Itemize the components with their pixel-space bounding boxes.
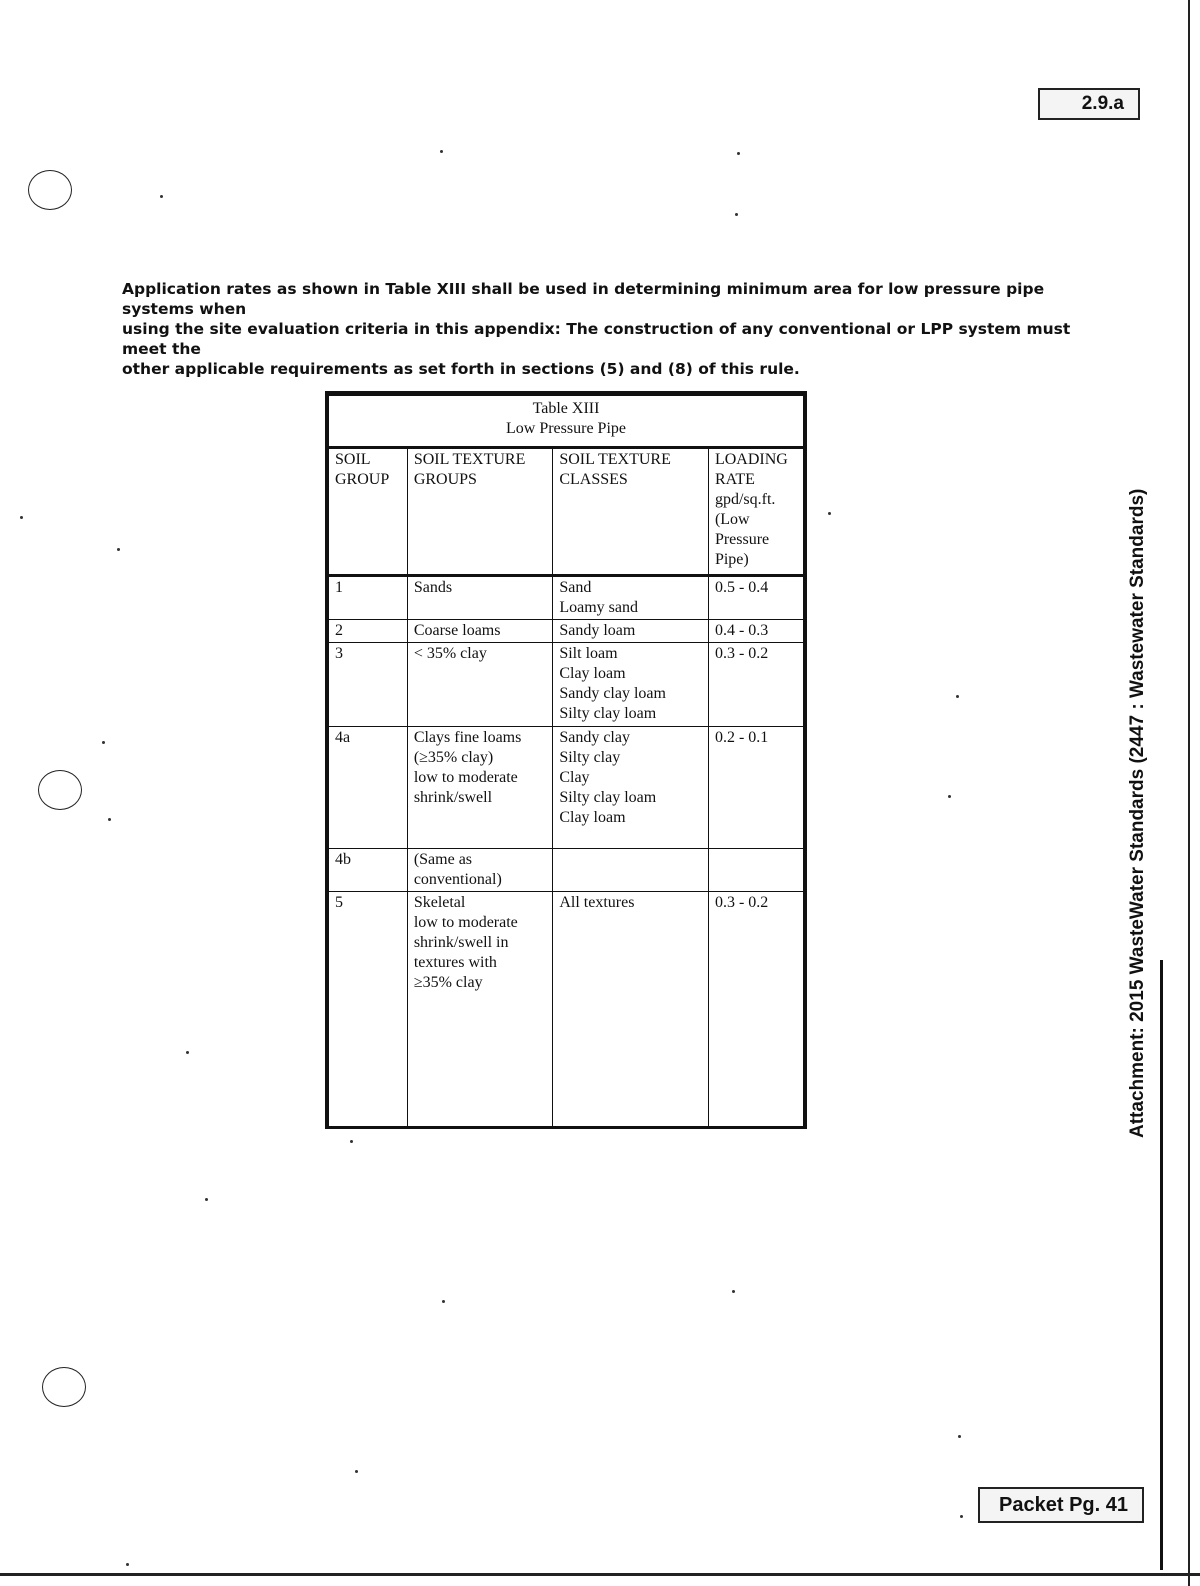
loading-rate-cell: 0.5 - 0.4 (708, 576, 803, 620)
scan-speck (948, 795, 951, 798)
scan-speck (186, 1051, 189, 1054)
table-title: Table XIII (532, 400, 600, 417)
header-line: GROUPS (413, 471, 477, 488)
page-edge (1188, 0, 1190, 1586)
cell-line: Silty clay loam (559, 705, 657, 722)
scan-speck (160, 195, 163, 198)
punch-hole (28, 170, 72, 210)
cell-line: Clay loam (559, 665, 626, 682)
texture-classes-cell (553, 892, 709, 1128)
scan-speck (205, 1198, 208, 1201)
table-row (329, 849, 804, 892)
cell-line: Sandy clay (559, 729, 630, 746)
table-row (329, 620, 804, 643)
cell-line: Skeletal (413, 894, 466, 911)
table-caption (329, 396, 804, 448)
scan-speck (350, 1140, 353, 1143)
cell-line: Sand (559, 579, 592, 596)
table-row (329, 892, 804, 1128)
cell-line: < 35% clay (413, 645, 487, 662)
punch-hole (42, 1367, 86, 1407)
texture-groups-cell (407, 576, 553, 620)
texture-groups-cell (407, 643, 553, 727)
intro-line: other applicable requirements as set forth in sections (5) and (8) of this rule. (122, 360, 800, 378)
cell-line: conventional) (413, 871, 502, 888)
packet-page-stamp: Packet Pg. 41 (978, 1487, 1144, 1523)
cell-line: ≥35% clay (413, 974, 483, 991)
cell-line: Silty clay loam (559, 789, 657, 806)
soil-group-cell: 4a (329, 727, 408, 849)
loading-rate-cell (708, 849, 803, 892)
attachment-label: Attachment: 2015 WasteWater Standards (2447 : Wastewater Standards) (1127, 488, 1148, 1138)
scan-speck (828, 512, 831, 515)
loading-rate-table (328, 395, 804, 1128)
column-header (708, 448, 803, 576)
scan-speck (355, 1470, 358, 1473)
texture-groups-cell (407, 892, 553, 1128)
cell-line: Clay (559, 769, 590, 786)
cell-line: All textures (559, 894, 635, 911)
margin-rule (1160, 960, 1163, 1570)
intro-paragraph (122, 279, 1082, 379)
column-header (553, 448, 709, 576)
cell-line: Silty clay (559, 749, 621, 766)
cell-line: textures with (413, 954, 497, 971)
scan-speck (958, 1435, 961, 1438)
loading-rate-cell: 0.2 - 0.1 (708, 727, 803, 849)
header-line: Pipe) (714, 551, 749, 568)
scan-speck (102, 741, 105, 744)
cell-line: Loamy sand (559, 599, 638, 616)
cell-line: shrink/swell (413, 789, 493, 806)
column-header (329, 448, 408, 576)
header-line: SOIL TEXTURE (413, 451, 526, 468)
cell-line: shrink/swell in (413, 934, 509, 951)
scan-speck (440, 150, 443, 153)
cell-line: Sandy loam (559, 622, 636, 639)
table-row (329, 643, 804, 727)
cell-line: Silt loam (559, 645, 618, 662)
loading-rate-cell: 0.4 - 0.3 (708, 620, 803, 643)
loading-rate-cell: 0.3 - 0.2 (708, 643, 803, 727)
soil-group-cell: 2 (329, 620, 408, 643)
texture-groups-cell (407, 849, 553, 892)
cell-line: Sandy clay loam (559, 685, 666, 702)
intro-line: Application rates as shown in Table XIII shall be used in determining minimum area for low pressure pipe systems when (122, 280, 1045, 318)
texture-classes-cell (553, 620, 709, 643)
scan-speck (960, 1515, 963, 1518)
scan-speck (108, 818, 111, 821)
punch-hole (38, 770, 82, 810)
soil-group-cell: 1 (329, 576, 408, 620)
intro-line: using the site evaluation criteria in this appendix: The construction of any conventional or LPP system must meet the (122, 320, 1071, 358)
texture-classes-cell (553, 643, 709, 727)
scan-speck (126, 1563, 129, 1566)
table-row (329, 727, 804, 849)
cell-line: (Same as (413, 851, 473, 868)
texture-classes-cell (553, 727, 709, 849)
header-line: CLASSES (559, 471, 628, 488)
scan-speck (732, 1290, 735, 1293)
loading-rate-cell: 0.3 - 0.2 (708, 892, 803, 1128)
cell-line: (≥35% clay) (413, 749, 494, 766)
header-line: Pressure (714, 531, 770, 548)
soil-group-cell: 5 (329, 892, 408, 1128)
header-line: SOIL TEXTURE (559, 451, 671, 468)
scan-speck (117, 548, 120, 551)
texture-groups-cell (407, 620, 553, 643)
table-subtitle: Low Pressure Pipe (506, 420, 626, 437)
column-header (407, 448, 553, 576)
scan-speck (442, 1300, 445, 1303)
page-edge (0, 1573, 1200, 1576)
header-line: LOADING (714, 451, 788, 468)
table-row (329, 576, 804, 620)
header-line: RATE (714, 471, 755, 488)
table-xiii (325, 391, 807, 1129)
texture-groups-cell (407, 727, 553, 849)
cell-line: Clays fine loams (413, 729, 522, 746)
texture-classes-cell (553, 576, 709, 620)
cell-line: low to moderate (413, 769, 518, 786)
scan-speck (20, 516, 23, 519)
page-reference-stamp: 2.9.a (1038, 88, 1140, 120)
cell-line: low to moderate (413, 914, 518, 931)
cell-line: Coarse loams (413, 622, 501, 639)
soil-group-cell: 3 (329, 643, 408, 727)
soil-group-cell: 4b (329, 849, 408, 892)
cell-line: Clay loam (559, 809, 626, 826)
cell-line: Sands (413, 579, 453, 596)
scan-speck (737, 152, 740, 155)
header-line: (Low (714, 511, 750, 528)
scan-speck (735, 213, 738, 216)
header-line: gpd/sq.ft. (714, 491, 776, 508)
scan-speck (956, 695, 959, 698)
texture-classes-cell (553, 849, 709, 892)
header-line: GROUP (335, 471, 390, 488)
header-line: SOIL (335, 451, 371, 468)
